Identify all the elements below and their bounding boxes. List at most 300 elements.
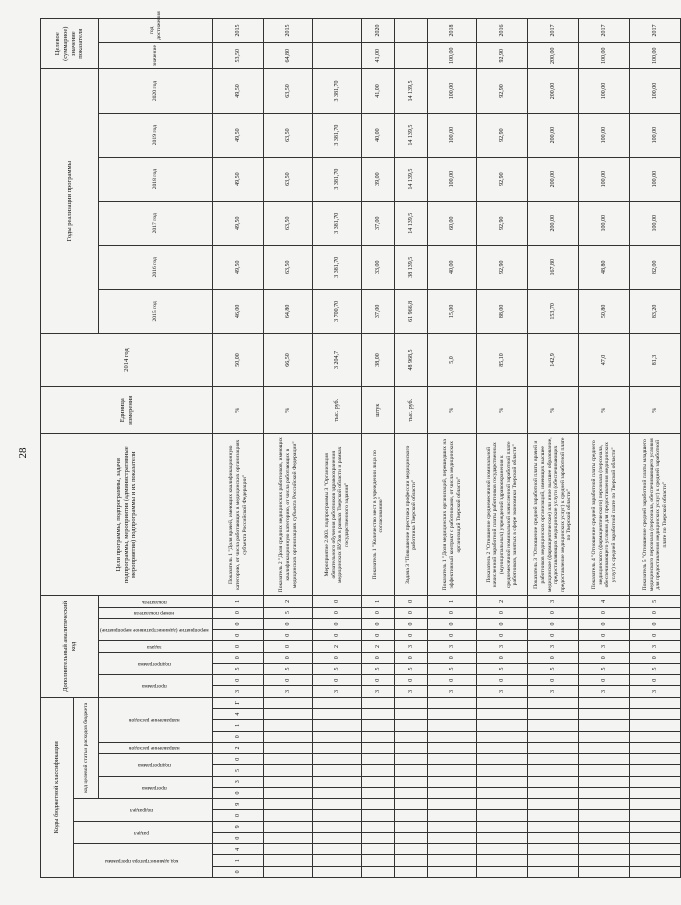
header-year-2020: 2020 год (99, 69, 213, 113)
budget-code-digit (313, 810, 362, 821)
budget-code-digit (528, 844, 579, 855)
budget-code-digit (528, 776, 579, 787)
budget-code-digit (395, 832, 428, 843)
budget-code-digit (362, 810, 395, 821)
budget-code-digit (477, 855, 528, 866)
budget-code-digit (579, 799, 630, 810)
budget-code-digit (477, 776, 528, 787)
budget-code-digit (630, 832, 681, 843)
header-subsection-label: подраздел (130, 807, 154, 814)
value-year: 63,50 (264, 201, 313, 245)
extra-code-digit: 3 (362, 686, 395, 697)
budget-code-digit (362, 720, 395, 731)
target-value: 200,00 (528, 42, 579, 69)
indicator-unit: % (477, 387, 528, 434)
extra-code-digit: 3 (477, 641, 528, 652)
table-head (41, 11, 213, 878)
value-year: 37,00 (362, 289, 395, 333)
extra-code-digit: 0 (395, 607, 428, 618)
header-exp-direction-label: направление расходов (128, 745, 180, 752)
value-2014: 3 204,7 (313, 333, 362, 386)
budget-code-digit (313, 720, 362, 731)
extra-code-digit: 5 (264, 663, 313, 674)
budget-code-digit (579, 697, 630, 708)
budget-code-digit (428, 720, 477, 731)
value-year: 63,50 (264, 245, 313, 289)
header-target-year: год достижения (99, 19, 213, 43)
budget-code-digit (264, 765, 313, 776)
budget-code-digit (395, 844, 428, 855)
budget-code-digit (477, 810, 528, 821)
indicator-unit: % (264, 387, 313, 434)
extra-code-digit: 0 (213, 641, 264, 652)
budget-code-digit (362, 697, 395, 708)
budget-code-digit (428, 799, 477, 810)
header-budget-codes: Коды бюджетной классификации (41, 697, 74, 877)
header-exp-expense-direction (99, 697, 213, 742)
value-year: 167,80 (528, 245, 579, 289)
extra-code-digit: 0 (528, 630, 579, 641)
budget-code-digit (362, 754, 395, 765)
budget-code-digit (264, 866, 313, 877)
budget-code-digit (630, 697, 681, 708)
value-year: 48,80 (579, 245, 630, 289)
value-year: 100,00 (630, 201, 681, 245)
budget-code-digit (395, 787, 428, 798)
extra-code-digit: 0 (428, 607, 477, 618)
target-year: 2015 (213, 19, 264, 43)
budget-code-digit (630, 821, 681, 832)
budget-code-digit (528, 720, 579, 731)
header-year-2017: 2017 год (99, 201, 213, 245)
budget-code-digit: 0 (213, 832, 264, 843)
extra-code-digit: 0 (362, 675, 395, 686)
budget-code-digit (528, 832, 579, 843)
value-year: 3 381,70 (313, 157, 362, 201)
budget-code-digit (579, 731, 630, 742)
header-extra-task (99, 641, 213, 652)
budget-code-digit (395, 765, 428, 776)
budget-code-digit: 2 (213, 742, 264, 753)
budget-code-digit (477, 720, 528, 731)
value-year: 100,00 (579, 113, 630, 157)
budget-code-digit (630, 765, 681, 776)
extra-code-digit: 0 (579, 630, 630, 641)
budget-code-digit (362, 765, 395, 776)
budget-code-digit (313, 787, 362, 798)
extra-code-digit: 0 (313, 630, 362, 641)
extra-code-digit: 5 (213, 663, 264, 674)
header-exp-expense-direction-label: направление расходов (128, 716, 180, 723)
budget-code-digit (264, 731, 313, 742)
budget-code-digit: 1 (213, 720, 264, 731)
indicator-name: Показатель 2 "Доля средних медицинских работников, имеющих квалификационную категорию, от числа работающих в медицинских организациях субъекта Российской Федерации" (264, 434, 313, 596)
target-year: 2017 (579, 19, 630, 43)
budget-code-digit (528, 810, 579, 821)
budget-code-digit (264, 787, 313, 798)
rotated-table-inner (40, 11, 668, 878)
budget-code-digit: 4 (213, 844, 264, 855)
extra-code-digit: 4 (579, 596, 630, 607)
header-year-2016: 2016 год (99, 245, 213, 289)
extra-code-digit: 2 (313, 641, 362, 652)
header-extra-indicator (99, 596, 213, 607)
extra-code-digit: 0 (579, 675, 630, 686)
header-year-2015: 2015 год (99, 289, 213, 333)
budget-code-digit (528, 765, 579, 776)
indicator-name: Показатель 4 "Отношение средней заработной платы среднего медицинского (фармацевтического) персонала (персонала, обеспечивающего условия для предоставления медицинских услуг) к средней заработной плате по Тверской области" (579, 434, 630, 596)
value-2014: 38,00 (362, 333, 395, 386)
value-year: 60,00 (428, 201, 477, 245)
extra-code-digit: 0 (213, 618, 264, 629)
target-value: 53,50 (213, 42, 264, 69)
header-year-2019: 2019 год (99, 113, 213, 157)
value-year: 49,50 (213, 69, 264, 113)
value-year: 100,00 (579, 69, 630, 113)
budget-code-digit (264, 799, 313, 810)
target-value (313, 42, 362, 69)
value-year: 50,80 (579, 289, 630, 333)
target-value: 100,00 (630, 42, 681, 69)
budget-code-digit (428, 821, 477, 832)
header-exp-subprogram-label: подпрограмма (137, 762, 171, 769)
value-year: 92,90 (477, 157, 528, 201)
extra-code-digit: 0 (528, 652, 579, 663)
value-year: 92,90 (477, 113, 528, 157)
budget-code-digit (313, 731, 362, 742)
budget-code-digit (313, 765, 362, 776)
budget-code-digit (579, 776, 630, 787)
budget-code-digit (477, 832, 528, 843)
value-year: 100,00 (630, 113, 681, 157)
extra-code-digit: 0 (477, 618, 528, 629)
value-2014: 47,0 (579, 333, 630, 386)
extra-code-digit: 0 (428, 675, 477, 686)
budget-code-digit (362, 844, 395, 855)
header-target-value: значение (99, 42, 213, 69)
budget-code-digit (477, 742, 528, 753)
header-extra-number (99, 607, 213, 618)
budget-code-digit (477, 731, 528, 742)
budget-code-digit (428, 754, 477, 765)
value-year: 63,50 (264, 157, 313, 201)
value-year: 3 700,70 (313, 289, 362, 333)
indicator-unit: % (213, 387, 264, 434)
budget-code-digit (395, 821, 428, 832)
budget-code-digit (528, 754, 579, 765)
extra-code-digit: 0 (213, 607, 264, 618)
extra-code-digit: 3 (213, 686, 264, 697)
extra-code-digit: 1 (362, 596, 395, 607)
budget-code-digit (477, 844, 528, 855)
header-extra-number-label: номер показателя (134, 609, 175, 616)
table-row (428, 19, 477, 878)
value-year: 3 381,70 (313, 201, 362, 245)
value-year: 200,00 (528, 201, 579, 245)
budget-code-digit (313, 832, 362, 843)
indicator-name: Показатель 5 "Отношение средней заработной платы младшего медицинского персонала (персонала, обеспечивающего условия для предоставления медицинских услуг) к средней заработной плате по Тверской области" (630, 434, 681, 596)
budget-code-digit (428, 709, 477, 720)
budget-code-digit (630, 754, 681, 765)
budget-code-digit (428, 697, 477, 708)
header-section-label: раздел (134, 829, 150, 836)
extra-code-digit: 0 (630, 607, 681, 618)
budget-code-digit (428, 731, 477, 742)
extra-code-digit: 0 (395, 630, 428, 641)
target-value: 100,00 (579, 42, 630, 69)
budget-code-digit: 3 (213, 776, 264, 787)
budget-code-digit (579, 720, 630, 731)
budget-code-digit (362, 731, 395, 742)
extra-code-digit: 5 (264, 607, 313, 618)
budget-code-digit (313, 697, 362, 708)
value-year: 49,50 (213, 157, 264, 201)
budget-code-digit (528, 709, 579, 720)
budget-code-digit (630, 866, 681, 877)
extra-code-digit: 3 (528, 596, 579, 607)
extra-code-digit: 0 (477, 607, 528, 618)
budget-code-digit (579, 821, 630, 832)
target-value: 100,00 (428, 42, 477, 69)
budget-code-digit (528, 787, 579, 798)
value-year: 14 139,5 (395, 113, 428, 157)
value-year: 92,90 (477, 69, 528, 113)
budget-code-digit: 0 (213, 866, 264, 877)
budget-code-digit (313, 742, 362, 753)
extra-code-digit: 0 (477, 630, 528, 641)
budget-code-digit (477, 709, 528, 720)
extra-code-digit: 2 (477, 596, 528, 607)
value-2014: 81,3 (630, 333, 681, 386)
extra-code-digit: 0 (213, 630, 264, 641)
value-2014: 142,9 (528, 333, 579, 386)
target-value: 92,90 (477, 42, 528, 69)
budget-code-digit: 5 (213, 765, 264, 776)
budget-code-digit: 0 (213, 787, 264, 798)
header-goals: Цели программы, подпрограммы, задачи подпрограммы, мероприятия (административные мероприятия) подпрограммы и их показатели (41, 434, 213, 596)
budget-code-digit (528, 731, 579, 742)
value-year: 100,00 (579, 201, 630, 245)
table-body (213, 19, 681, 878)
header-years: Годы реализации программы (41, 69, 99, 333)
header-extra-task-label: задача (147, 643, 162, 650)
indicator-unit: % (630, 387, 681, 434)
value-year: 49,50 (213, 245, 264, 289)
value-year: 100,00 (428, 113, 477, 157)
budget-code-digit (579, 832, 630, 843)
indicator-name: Показатель 1 "Доля врачей, имеющих квалификационную категорию, от числа работающих в медицинских организациях субъекта Российской Федерации" (213, 434, 264, 596)
extra-code-digit: 0 (362, 652, 395, 663)
budget-code-digit (264, 720, 313, 731)
indicator-unit: тыс. руб. (395, 387, 428, 434)
budget-code-digit (313, 866, 362, 877)
extra-code-digit: 0 (313, 652, 362, 663)
target-year (395, 19, 428, 43)
table-row (477, 19, 528, 878)
header-extra-activity-label: мероприятие (административное мероприятие) (100, 626, 209, 633)
header-exp-direction (99, 742, 213, 753)
value-year: 3 381,70 (313, 113, 362, 157)
extra-code-digit: 0 (528, 618, 579, 629)
budget-code-digit (528, 799, 579, 810)
budget-code-digit (313, 709, 362, 720)
budget-code-digit (630, 720, 681, 731)
extra-code-digit: 0 (630, 675, 681, 686)
target-year: 2017 (630, 19, 681, 43)
budget-code-digit (395, 697, 428, 708)
header-extra-program-label: программа (141, 683, 167, 690)
extra-code-digit: 0 (313, 675, 362, 686)
budget-code-digit (477, 765, 528, 776)
budget-code-digit (264, 844, 313, 855)
extra-code-digit: 0 (395, 675, 428, 686)
budget-code-digit (362, 742, 395, 753)
budget-code-digit: 0 (213, 810, 264, 821)
budget-code-digit (477, 821, 528, 832)
budget-code-digit: 4 (213, 709, 264, 720)
indicator-unit: штук (362, 387, 395, 434)
budget-code-digit (428, 765, 477, 776)
budget-code-digit (528, 742, 579, 753)
indicator-name: Показатель 1 "Количество мест в учреждении лица по согласованию" (362, 434, 395, 596)
extra-code-digit: 3 (579, 686, 630, 697)
budget-code-digit (428, 832, 477, 843)
extra-code-digit: 5 (528, 663, 579, 674)
budget-code-digit (428, 810, 477, 821)
extra-code-digit: 3 (264, 686, 313, 697)
table-row (313, 19, 362, 878)
extra-code-digit: 3 (395, 686, 428, 697)
budget-code-digit: 9 (213, 799, 264, 810)
budget-code-digit (313, 844, 362, 855)
extra-code-digit: 2 (264, 596, 313, 607)
budget-code-digit (528, 697, 579, 708)
value-year: 14 139,5 (395, 201, 428, 245)
value-year: 3 381,70 (313, 69, 362, 113)
value-year: 88,00 (477, 289, 528, 333)
budget-code-digit (313, 799, 362, 810)
extra-code-digit: 5 (630, 663, 681, 674)
extra-code-digit: 3 (630, 686, 681, 697)
target-year: 2016 (477, 19, 528, 43)
extra-code-digit: 0 (395, 652, 428, 663)
value-year: 100,00 (630, 157, 681, 201)
extra-code-digit: 0 (528, 607, 579, 618)
budget-code-digit (579, 787, 630, 798)
program-indicators-table (40, 11, 681, 878)
budget-code-digit: 0 (213, 731, 264, 742)
header-extra-indicator-label: показатель (141, 598, 167, 605)
value-year: 63,50 (264, 113, 313, 157)
extra-code-digit: 3 (630, 641, 681, 652)
value-year: 100,00 (428, 157, 477, 201)
extra-code-digit: 3 (395, 641, 428, 652)
extra-code-digit: 0 (579, 607, 630, 618)
value-year: 100,00 (579, 157, 630, 201)
budget-code-digit (395, 776, 428, 787)
budget-code-digit (313, 776, 362, 787)
extra-code-digit: 0 (579, 618, 630, 629)
extra-code-digit: 0 (264, 630, 313, 641)
table-row (213, 19, 264, 878)
header-exp-program (99, 776, 213, 799)
value-year: 3 381,70 (313, 245, 362, 289)
budget-code-digit (428, 844, 477, 855)
extra-code-digit: 0 (264, 641, 313, 652)
budget-code-digit (395, 720, 428, 731)
budget-code-digit (428, 776, 477, 787)
budget-code-digit (630, 844, 681, 855)
extra-code-digit: 0 (362, 630, 395, 641)
value-year: 92,90 (477, 245, 528, 289)
table-row (395, 19, 428, 878)
extra-code-digit: 0 (362, 607, 395, 618)
budget-code-digit (264, 754, 313, 765)
budget-code-digit (630, 731, 681, 742)
value-year: 63,50 (264, 69, 313, 113)
budget-code-digit (579, 754, 630, 765)
budget-code-digit (528, 855, 579, 866)
budget-code-digit (579, 709, 630, 720)
budget-code-digit (477, 754, 528, 765)
budget-code-digit (395, 799, 428, 810)
extra-code-digit: 3 (313, 686, 362, 697)
budget-code-digit (477, 697, 528, 708)
indicator-unit: % (428, 387, 477, 434)
indicator-name: Показатель 2 "Отношение среднемесячной номинальной начисленной заработной платы работников государственных (муниципальных) учреждений здравоохранения к среднемесячной номинальной начисленной заработной плате работников, занятых в сфере экономики Тверской области" (477, 434, 528, 596)
budget-code-digit (395, 742, 428, 753)
budget-code-digit (579, 765, 630, 776)
extra-code-digit: 0 (213, 675, 264, 686)
extra-code-digit: 5 (428, 663, 477, 674)
budget-code-digit (477, 799, 528, 810)
value-year: 49,50 (213, 201, 264, 245)
extra-code-digit: 3 (428, 686, 477, 697)
value-year: 49,50 (213, 113, 264, 157)
extra-code-digit: 0 (477, 675, 528, 686)
header-extra-subprogram-label: подпрограмма (137, 660, 171, 667)
value-year: 46,00 (213, 289, 264, 333)
extra-code-digit: 0 (313, 618, 362, 629)
budget-code-digit (264, 855, 313, 866)
indicator-name: Задача 3 "Повышение престижа профессии медицинского работника Тверской области" (395, 434, 428, 596)
budget-code-digit (362, 832, 395, 843)
table-row (528, 19, 579, 878)
header-extra-subprogram (99, 652, 213, 675)
value-year: 100,00 (630, 69, 681, 113)
value-year: 61 966,8 (395, 289, 428, 333)
value-year: 100,00 (428, 69, 477, 113)
extra-code-digit: 0 (362, 618, 395, 629)
value-2014: 50,00 (213, 333, 264, 386)
budget-code-digit (313, 754, 362, 765)
extra-code-digit: 0 (477, 652, 528, 663)
target-year: 2017 (528, 19, 579, 43)
budget-code-digit (362, 709, 395, 720)
value-year: 92,90 (477, 201, 528, 245)
budget-code-digit (630, 776, 681, 787)
header-section (74, 821, 213, 844)
extra-code-digit: 0 (264, 675, 313, 686)
extra-code-digit: 3 (579, 641, 630, 652)
extra-code-digit: 3 (477, 686, 528, 697)
extra-code-digit: 1 (213, 596, 264, 607)
target-year: 2015 (264, 19, 313, 43)
value-year: 82,00 (630, 245, 681, 289)
target-value: 64,80 (264, 42, 313, 69)
value-year: 33,00 (362, 245, 395, 289)
budget-code-digit (264, 697, 313, 708)
